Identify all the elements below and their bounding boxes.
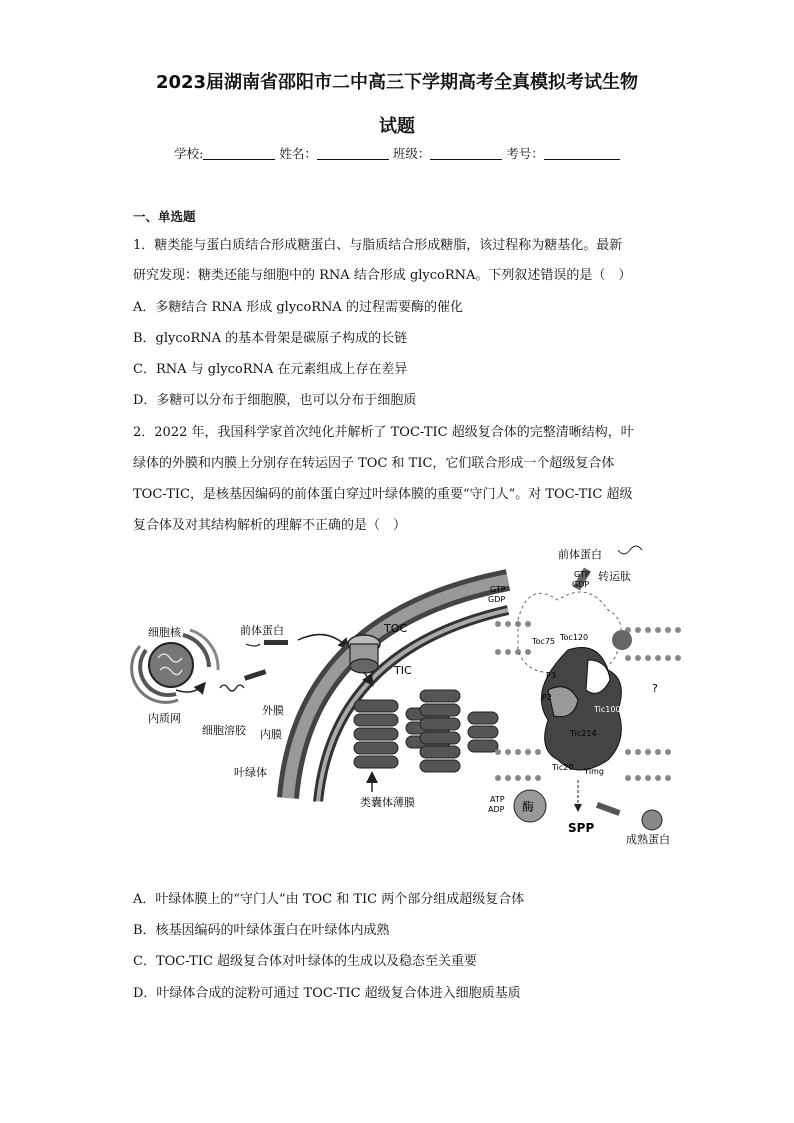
q2-stem-line2: 绿体的外膜和内膜上分别存在转运因子 TOC 和 TIC，它们联合形成一个超级复合体 <box>133 456 615 471</box>
q1-option-a[interactable]: A．多糖结合 RNA 形成 glycoRNA 的过程需要酶的催化 <box>133 300 463 315</box>
student-info-row <box>0 144 794 162</box>
section-title: 一、单选题 <box>133 209 196 224</box>
label-toc120: Toc120 <box>560 633 589 642</box>
label-toc75: Toc75 <box>532 637 555 646</box>
label-cytosol: 细胞溶胶 <box>202 724 246 737</box>
label-gdp1: GDP <box>488 595 506 604</box>
nucleus-shape <box>149 643 193 687</box>
label-precursor-right: 前体蛋白 <box>558 548 602 561</box>
q1-stem-line1: 1．糖类能与蛋白质结合形成糖蛋白、与脂质结合形成糖脂，该过程称为糖基化。最新 <box>133 238 623 253</box>
school-blank[interactable] <box>203 147 275 160</box>
label-er: 内质网 <box>148 712 181 725</box>
label-spp: SPP <box>568 821 595 835</box>
label-ycf: Ylmg <box>584 767 604 776</box>
label-gtp1: GTP <box>490 585 506 594</box>
label-q: ? <box>652 682 658 695</box>
label-tic: TIC <box>394 664 412 677</box>
q1-option-c[interactable]: C．RNA 与 glycoRNA 在元素组成上存在差异 <box>133 362 408 377</box>
circle-q <box>612 630 632 650</box>
class-label: 班级： <box>392 146 431 161</box>
exam-title-line1: 2023届湖南省邵阳市二中高三下学期高考全真模拟考试生物 <box>155 72 639 93</box>
label-atp: ATP <box>490 795 505 804</box>
label-nucleus: 细胞核 <box>148 626 181 639</box>
q2-figure <box>128 540 688 850</box>
name-blank[interactable] <box>317 147 389 160</box>
label-p3: P3 <box>546 671 556 680</box>
label-tic100: Tic100 <box>594 705 621 714</box>
q2-stem-line1: 2．2022 年，我国科学家首次纯化并解析了 TOC-TIC 超级复合体的完整清晰结构，叶 <box>133 425 634 440</box>
label-p2: P2 <box>542 693 552 702</box>
school-label: 学校: <box>174 146 204 161</box>
label-gtp2: GTP <box>574 570 590 579</box>
q2-stem-line4: 复合体及对其结构解析的理解不正确的是（ ） <box>133 518 407 533</box>
q2-stem-line3: TOC-TIC，是核基因编码的前体蛋白穿过叶绿体膜的重要“守门人”。对 TOC-TIC 超级 <box>133 487 633 502</box>
mature-protein-shape <box>642 810 662 830</box>
label-inner: 内膜 <box>260 728 282 741</box>
class-blank[interactable] <box>430 147 502 160</box>
chloroplast-diagram <box>128 540 688 850</box>
q1-option-d[interactable]: D．多糖可以分布于细胞膜，也可以分布于细胞质 <box>133 393 417 408</box>
q1-stem-line2: 研究发现：糖类还能与细胞中的 RNA 结合形成 glycoRNA。下列叙述错误的是（ ） <box>133 268 632 283</box>
tic-shape <box>350 659 378 673</box>
label-mature: 成熟蛋白 <box>626 833 670 846</box>
thylakoid-stacks <box>354 690 498 772</box>
label-enzyme: 酶 <box>522 800 535 814</box>
label-tic214: Tic214 <box>570 729 597 738</box>
label-adp: ADP <box>488 805 505 814</box>
label-toc: TOC <box>384 622 408 635</box>
q1-option-b[interactable]: B．glycoRNA 的基本骨架是碳原子构成的长链 <box>133 331 408 346</box>
label-thylakoid: 类囊体薄膜 <box>360 796 415 809</box>
exam-title-line2: 试题 <box>379 116 415 137</box>
q2-option-a[interactable]: A．叶绿体膜上的“守门人”由 TOC 和 TIC 两个部分组成超级复合体 <box>133 892 525 907</box>
q2-option-d[interactable]: D．叶绿体合成的淀粉可通过 TOC-TIC 超级复合体进入细胞质基质 <box>133 986 521 1001</box>
label-chloroplast: 叶绿体 <box>234 766 267 779</box>
label-outer: 外膜 <box>262 704 284 717</box>
number-label: 考号： <box>506 146 544 161</box>
label-gdp2: GDP <box>572 580 590 589</box>
label-transit: 转运肽 <box>598 570 631 583</box>
q2-option-c[interactable]: C．TOC-TIC 超级复合体对叶绿体的生成以及稳态至关重要 <box>133 954 478 969</box>
label-tic20: Tic20 <box>552 763 574 772</box>
number-blank[interactable] <box>544 147 620 160</box>
label-precursor-left: 前体蛋白 <box>240 624 284 637</box>
inner-membrane-shape <box>318 610 508 802</box>
name-label: 姓名： <box>279 146 317 161</box>
q2-option-b[interactable]: B．核基因编码的叶绿体蛋白在叶绿体内成熟 <box>133 923 390 938</box>
